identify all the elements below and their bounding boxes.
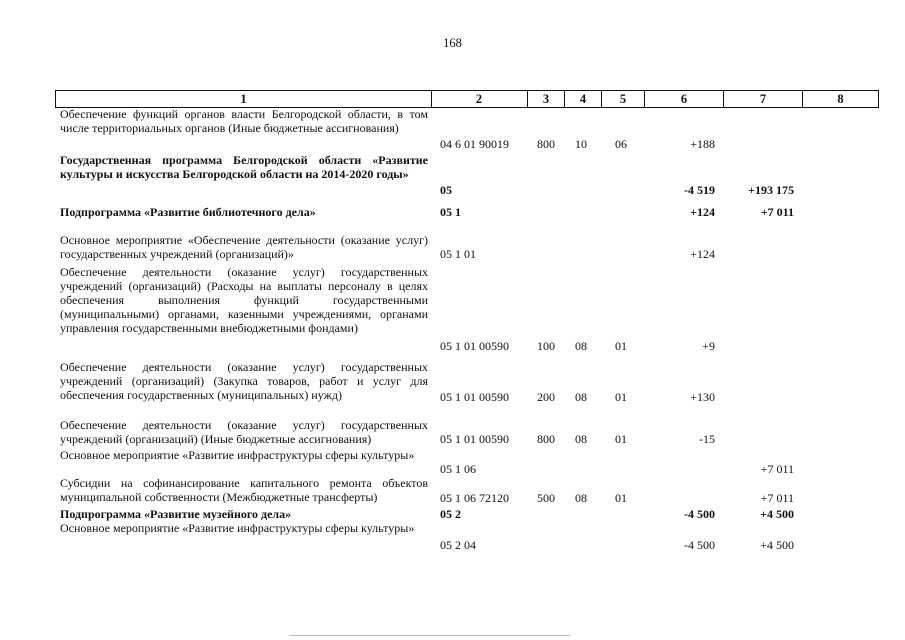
subsection-cell: 06 bbox=[615, 137, 627, 151]
amount-6-cell: +124 bbox=[690, 205, 715, 219]
row-description: Субсидии на софинансирование капитального ремонта объектов муниципальной собственности (Межбюджетные трансферты) bbox=[60, 476, 428, 504]
subsection-cell: 01 bbox=[615, 432, 627, 446]
code-cell: 05 1 01 00590 bbox=[440, 432, 509, 446]
amount-6-cell: +9 bbox=[702, 339, 715, 353]
amount-6-cell: -4 500 bbox=[684, 507, 715, 521]
row-description: Обеспечение деятельности (оказание услуг) государственных учреждений (организаций) (Иные бюджетные ассигнования) bbox=[60, 418, 428, 446]
row-description: Обеспечение деятельности (оказание услуг) государственных учреждений (организаций) (Закупка товаров, работ и услуг для обеспечения государственных (муниципальных) нужд) bbox=[60, 360, 428, 402]
row-description: Основное мероприятие «Развитие инфраструктуры сферы культуры» bbox=[60, 448, 415, 462]
code-cell: 05 1 bbox=[440, 205, 461, 219]
row-description: Государственная программа Белгородской области «Развитие культуры и искусства Белгородской области на 2014-2020 годы» bbox=[60, 153, 428, 181]
amount-6-cell: +188 bbox=[690, 137, 715, 151]
header-cell: 3 bbox=[528, 90, 565, 108]
amount-7-cell: +193 175 bbox=[748, 183, 794, 197]
subsection-cell: 01 bbox=[615, 390, 627, 404]
code-cell: 05 1 01 00590 bbox=[440, 339, 509, 353]
type-cell: 200 bbox=[537, 390, 555, 404]
section-cell: 10 bbox=[575, 137, 587, 151]
row-description: Основное мероприятие «Обеспечение деятельности (оказание услуг) государственных учреждений (организаций)» bbox=[60, 233, 428, 261]
type-cell: 800 bbox=[537, 137, 555, 151]
amount-6-cell: -4 519 bbox=[684, 183, 715, 197]
amount-6-cell: -15 bbox=[699, 432, 715, 446]
amount-7-cell: +4 500 bbox=[760, 538, 794, 552]
code-cell: 05 1 06 72120 bbox=[440, 491, 509, 505]
amount-7-cell: +4 500 bbox=[760, 507, 794, 521]
section-cell: 08 bbox=[575, 491, 587, 505]
amount-7-cell: +7 011 bbox=[760, 205, 794, 219]
header-cell: 5 bbox=[602, 90, 645, 108]
code-cell: 05 2 04 bbox=[440, 538, 476, 552]
type-cell: 500 bbox=[537, 491, 555, 505]
amount-6-cell: +124 bbox=[690, 247, 715, 261]
type-cell: 100 bbox=[537, 339, 555, 353]
row-description: Обеспечение функций органов власти Белгородской области, в том числе территориальных органов (Иные бюджетные ассигнования) bbox=[60, 107, 428, 135]
type-cell: 800 bbox=[537, 432, 555, 446]
subsection-cell: 01 bbox=[615, 491, 627, 505]
section-cell: 08 bbox=[575, 339, 587, 353]
scan-edge-line bbox=[290, 635, 570, 636]
page-number: 168 bbox=[443, 36, 462, 50]
row-description: Обеспечение деятельности (оказание услуг) государственных учреждений (организаций) (Расходы на выплаты персоналу в целях обеспечения выполнения функций государственными (муниципальными) органами, казенными учреждениями, органами управления государственными внебюджетными фондами) bbox=[60, 265, 428, 335]
code-cell: 05 1 06 bbox=[440, 462, 476, 476]
header-cell: 1 bbox=[55, 90, 432, 108]
code-cell: 04 6 01 90019 bbox=[440, 137, 509, 151]
section-cell: 08 bbox=[575, 432, 587, 446]
amount-6-cell: -4 500 bbox=[684, 538, 715, 552]
code-cell: 05 1 01 00590 bbox=[440, 390, 509, 404]
code-cell: 05 1 01 bbox=[440, 247, 476, 261]
header-cell: 8 bbox=[803, 90, 879, 108]
section-cell: 08 bbox=[575, 390, 587, 404]
row-description: Подпрограмма «Развитие музейного дела» bbox=[60, 507, 292, 521]
header-cell: 4 bbox=[565, 90, 602, 108]
amount-7-cell: +7 011 bbox=[760, 462, 794, 476]
amount-7-cell: +7 011 bbox=[760, 491, 794, 505]
code-cell: 05 2 bbox=[440, 507, 461, 521]
header-cell: 6 bbox=[645, 90, 724, 108]
header-cell: 2 bbox=[431, 90, 528, 108]
row-description: Основное мероприятие «Развитие инфраструктуры сферы культуры» bbox=[60, 521, 415, 535]
amount-6-cell: +130 bbox=[690, 390, 715, 404]
row-description: Подпрограмма «Развитие библиотечного дела» bbox=[60, 205, 316, 219]
code-cell: 05 bbox=[440, 183, 452, 197]
subsection-cell: 01 bbox=[615, 339, 627, 353]
header-cell: 7 bbox=[724, 90, 803, 108]
